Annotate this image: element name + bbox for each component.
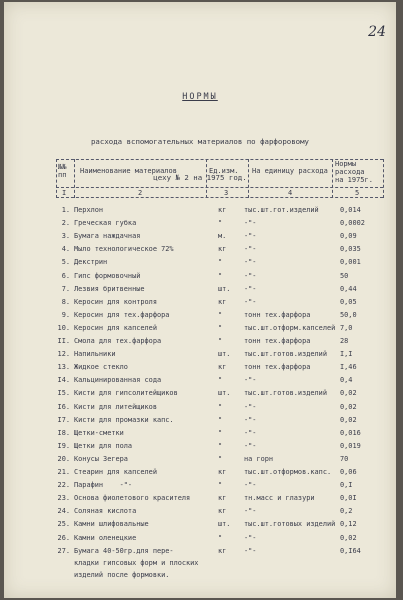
material-name: Кисти для гипсолитейщиков: [74, 389, 178, 398]
per-unit-basis: -"-: [244, 428, 257, 437]
header-number: №№ пп: [58, 163, 67, 179]
per-unit-basis: -"-: [244, 219, 257, 228]
material-name: Бумага наждачная: [74, 232, 141, 241]
table-row: [56, 309, 396, 321]
unit-of-measure: шт.: [218, 350, 231, 359]
per-unit-basis: -"-: [244, 533, 257, 542]
unit-of-measure: м.: [218, 232, 227, 241]
material-name: Стеарин для капселей: [74, 468, 157, 476]
per-unit-basis: -"-: [244, 481, 257, 490]
table-row: [56, 387, 396, 399]
material-name: Бумага 40-50гр.для пере- кладки гипсовых форм и плоских изделий после формовки.: [74, 546, 199, 579]
unit-of-measure: ": [218, 323, 223, 332]
unit-of-measure: ": [218, 376, 223, 385]
consumption-norm: 0,014: [340, 206, 361, 214]
material-name: Керосин для капселей: [74, 323, 157, 332]
unit-of-measure: кг: [218, 507, 227, 516]
per-unit-basis: -"-: [244, 507, 257, 516]
header-norm: Нормы расхода на 1975г.: [335, 160, 373, 184]
table-row: [56, 427, 396, 439]
consumption-norm: 7,0: [340, 323, 353, 332]
document-title: НОРМЫ: [182, 92, 218, 102]
unit-of-measure: шт.: [218, 389, 231, 398]
material-name: Лезвия бритвенные: [74, 284, 145, 293]
row-number: I8.: [57, 428, 70, 437]
consumption-norm: 70: [340, 454, 349, 463]
column-number: I: [62, 189, 67, 197]
material-name: Гипс формовочный: [74, 271, 141, 280]
consumption-norm: 0,I64: [340, 546, 361, 555]
row-number: I4.: [57, 376, 70, 385]
unit-of-measure: ": [218, 310, 223, 319]
per-unit-basis: -"-: [244, 402, 257, 411]
unit-of-measure: ": [218, 402, 223, 411]
consumption-norm: 0,2: [340, 507, 353, 516]
row-number: I9.: [57, 441, 70, 450]
material-name: Камни шлифовальные: [74, 520, 149, 529]
per-unit-basis: тыс.шт.гот.изделий: [244, 206, 319, 214]
consumption-norm: 0,016: [340, 428, 361, 437]
table-row: [56, 532, 396, 544]
consumption-norm: 0,44: [340, 284, 357, 293]
material-name: Смола для тех.фарфора: [74, 337, 162, 345]
per-unit-basis: -"-: [244, 441, 257, 450]
unit-of-measure: кг: [218, 206, 227, 214]
column-number: 4: [288, 189, 293, 197]
per-unit-basis: -"-: [244, 297, 257, 306]
per-unit-basis: тн.масс и глазури: [244, 494, 315, 503]
per-unit-basis: -"-: [244, 232, 257, 241]
row-number: 22.: [57, 481, 70, 490]
material-name: Конусы Зегера: [74, 454, 128, 463]
material-name: Кальцинированная сода: [74, 376, 162, 385]
per-unit-basis: тонн тех.фарфора: [244, 310, 311, 319]
unit-of-measure: кг: [218, 297, 227, 306]
row-number: I6.: [57, 402, 70, 411]
consumption-norm: 0,05: [340, 297, 357, 306]
per-unit-basis: тыс.шт.готовых изделий: [244, 520, 336, 529]
consumption-norm: 0,001: [340, 258, 361, 267]
unit-of-measure: кг: [218, 363, 227, 372]
consumption-norm: 0,02: [340, 402, 357, 411]
per-unit-basis: -"-: [244, 258, 257, 267]
consumption-norm: 28: [340, 337, 349, 345]
table-row: [56, 414, 396, 426]
material-name: Парафин -"-: [74, 481, 133, 490]
consumption-norm: 0,09: [340, 232, 357, 241]
table-row: [56, 335, 396, 347]
table-row: [56, 479, 396, 491]
row-number: 21.: [57, 468, 70, 476]
consumption-norm: 0,06: [340, 468, 357, 476]
header-unit: Ед.изм.: [209, 167, 239, 175]
unit-of-measure: кг: [218, 468, 227, 476]
row-number: 6.: [61, 271, 70, 280]
per-unit-basis: тонн тех.фарфора: [244, 337, 311, 345]
row-number: I5.: [57, 389, 70, 398]
subtitle-line: расхода вспомогательных материалов по фарфоровому: [90, 137, 310, 146]
material-name: Соляная кислота: [74, 507, 137, 516]
table-row: [56, 466, 396, 478]
row-number: 8.: [61, 297, 70, 306]
row-number: 5.: [61, 258, 70, 267]
unit-of-measure: ": [218, 481, 223, 490]
row-number: 13.: [57, 363, 70, 372]
table-row: [56, 296, 396, 308]
per-unit-basis: -"-: [244, 546, 257, 555]
unit-of-measure: шт.: [218, 284, 231, 293]
consumption-norm: 0,4: [340, 376, 353, 385]
table-row: [56, 348, 396, 360]
material-name: Щетки-сметки: [74, 428, 124, 437]
row-number: 3.: [61, 232, 70, 241]
material-name: Напильники: [74, 350, 116, 359]
material-name: Кисти для литейщиков: [74, 402, 157, 411]
unit-of-measure: кг: [218, 494, 227, 503]
table-row: [56, 243, 396, 255]
page-number: 24: [368, 24, 386, 40]
table-row: [56, 322, 396, 334]
unit-of-measure: шт.: [218, 520, 231, 529]
unit-of-measure: кг: [218, 546, 227, 555]
row-number: 24.: [57, 507, 70, 516]
header-per-unit: На единицу расхода: [252, 167, 328, 175]
per-unit-basis: тыс.шт.готов.изделий: [244, 350, 327, 359]
row-number: II.: [57, 337, 70, 345]
material-name: Керосин для контроля: [74, 297, 157, 306]
consumption-norm: 50: [340, 271, 349, 280]
table-row: [56, 270, 396, 282]
unit-of-measure: ": [218, 271, 223, 280]
table-row: [56, 518, 396, 530]
per-unit-basis: тыс.шт.отформ.капселей: [244, 323, 336, 332]
material-name: Щетки для пола: [74, 441, 133, 450]
table-row: [56, 361, 396, 373]
consumption-norm: 0,0I: [340, 494, 357, 503]
per-unit-basis: тыс.шт.отформов.капс.: [244, 468, 332, 476]
consumption-norm: 0,02: [340, 533, 357, 542]
column-number: 3: [224, 189, 229, 197]
table-row: [56, 401, 396, 413]
consumption-norm: 0,12: [340, 520, 357, 529]
row-number: 27.: [57, 546, 70, 555]
unit-of-measure: ": [218, 454, 223, 463]
unit-of-measure: кг: [218, 245, 227, 254]
column-number: 2: [138, 189, 143, 197]
consumption-norm: 0,02: [340, 415, 357, 424]
consumption-norm: 0,019: [340, 441, 361, 450]
per-unit-basis: -"-: [244, 376, 257, 385]
per-unit-basis: -"-: [244, 245, 257, 254]
row-number: 4.: [61, 245, 70, 254]
table-row: [56, 217, 396, 229]
consumption-norm: 0,I: [340, 481, 353, 490]
material-name: Жидкое стекло: [74, 363, 128, 372]
material-name: Греческая губка: [74, 219, 137, 228]
table-row: [56, 204, 396, 216]
material-name: Декстрин: [74, 258, 108, 267]
table-row: [56, 440, 396, 452]
material-name: Кисти для промазки капс.: [74, 415, 174, 424]
table-header: [56, 159, 383, 198]
unit-of-measure: ": [218, 441, 223, 450]
consumption-norm: 50,0: [340, 310, 357, 319]
consumption-norm: 0,02: [340, 389, 357, 398]
unit-of-measure: ": [218, 337, 223, 345]
material-name: Камни оленецкие: [74, 533, 137, 542]
table-row: [56, 492, 396, 504]
unit-of-measure: ": [218, 533, 223, 542]
consumption-norm: 0,035: [340, 245, 361, 254]
row-number: 7.: [61, 284, 70, 293]
material-name: Мыло технологическое 72%: [74, 245, 174, 254]
table-row: [56, 374, 396, 386]
row-number: 12.: [57, 350, 70, 359]
per-unit-basis: тонн тех.фарфора: [244, 363, 311, 372]
material-name: Основа фиолетового красителя: [74, 494, 191, 503]
consumption-norm: 0,0002: [340, 219, 365, 228]
row-number: 25.: [57, 520, 70, 529]
unit-of-measure: ": [218, 428, 223, 437]
consumption-norm: I,46: [340, 363, 357, 372]
table-row: [56, 256, 396, 268]
unit-of-measure: ": [218, 258, 223, 267]
row-number: 23.: [57, 494, 70, 503]
table-row: [56, 505, 396, 517]
unit-of-measure: ": [218, 415, 223, 424]
subtitle-line: цеху № 2 на 1975 год.: [153, 173, 247, 182]
unit-of-measure: ": [218, 219, 223, 228]
row-number: 10.: [57, 323, 70, 332]
per-unit-basis: тыс.шт.готов.изделий: [244, 389, 327, 398]
material-name: Керосин для тех.фарфора: [74, 310, 170, 319]
row-number: 20.: [57, 454, 70, 463]
row-number: 2.: [61, 219, 70, 228]
per-unit-basis: -"-: [244, 284, 257, 293]
table-row: [56, 545, 396, 581]
per-unit-basis: -"-: [244, 271, 257, 280]
per-unit-basis: -"-: [244, 415, 257, 424]
consumption-norm: I,I: [340, 350, 353, 359]
header-name: Наименование материалов: [80, 167, 177, 175]
table-row: [56, 230, 396, 242]
row-number: 1.: [61, 206, 70, 214]
row-number: 9.: [61, 310, 70, 319]
table-row: [56, 453, 396, 465]
table-row: [56, 283, 396, 295]
document-page: [4, 2, 396, 598]
per-unit-basis: на горн: [244, 454, 274, 463]
material-name: Перхлон: [74, 206, 104, 214]
row-number: I7.: [57, 415, 70, 424]
row-number: 26.: [57, 533, 70, 542]
column-number: 5: [355, 189, 360, 197]
